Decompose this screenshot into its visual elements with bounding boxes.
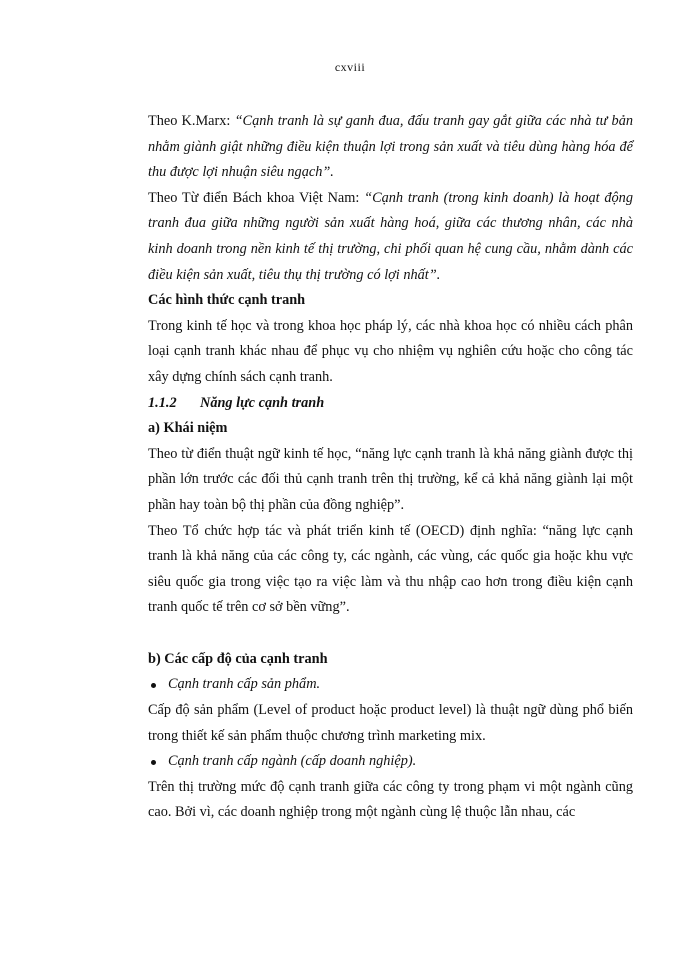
paragraph-product-level: Cấp độ sản phẩm (Level of product hoặc product level) là thuật ngữ dùng phổ biến trong thiết kế sản phẩm thuộc chương trình marketing mix.: [148, 702, 633, 744]
paragraph-intro: Theo K.Marx:: [148, 113, 235, 129]
paragraph-encyclopedia: [148, 186, 633, 288]
heading-concept: a) Khái niệm: [148, 420, 228, 437]
paragraph-marx: [148, 109, 633, 186]
bullet-product-level: [148, 672, 633, 698]
heading-competition-levels: b) Các cấp độ của cạnh tranh: [148, 650, 328, 667]
bullet-icon: [151, 760, 156, 765]
paragraph-classification: Trong kinh tế học và trong khoa học pháp lý, các nhà khoa học có nhiều cách phân loại cạnh tranh khác nhau để phục vụ cho nhiệm vụ nghiên cứu hoặc cho công tác xây dựng chính sách cạnh tranh.: [148, 317, 633, 385]
bullet-text: Cạnh tranh cấp ngành (cấp doanh nghiệp).: [168, 753, 417, 770]
paragraph-intro: Theo Từ điển Bách khoa Việt Nam:: [148, 189, 365, 206]
paragraph-oecd-definition: Theo Tổ chức hợp tác và phát triển kinh tế (OECD) định nghĩa: “năng lực cạnh tranh là khả năng của các công ty, các ngành, các vùng, các quốc gia hoặc khu vực siêu quốc gia trong việc tạo ra việc làm và thu nhập cao hơn trong điều kiện cạnh tranh quốc tế trên cơ sở bền vững”.: [148, 522, 633, 616]
bullet-text: Cạnh tranh cấp sản phẩm.: [168, 676, 321, 693]
section-number: 1.1.2: [148, 394, 177, 411]
quote-marx: “Cạnh tranh là sự ganh đua, đấu tranh gay gắt giữa các nhà tư bản nhằm giành giật những điều kiện thuận lợi trong sản xuất và tiêu dùng hàng hóa để thu được lợi nhuận siêu ngạch”.: [148, 113, 633, 181]
bullet-icon: [151, 683, 156, 688]
page-number: cxviii: [334, 60, 366, 74]
paragraph-dictionary-definition: Theo từ điển thuật ngữ kinh tế học, “năng lực cạnh tranh là khả năng giành được thị phần lớn trước các đối thủ cạnh tranh trên thị trường, kể cả khả năng giành lại một phần hay toàn bộ thị phần của đồng nghiệp”.: [148, 445, 633, 513]
quote-encyclopedia: “Cạnh tranh (trong kinh doanh) là hoạt động tranh đua giữa những người sản xuất hàng hoá, giữa các thương nhân, các nhà kinh doanh trong nền kinh tế thị trường, chi phối quan hệ cung cầu, nhằm dành các điều kiện sản xuất, tiêu thụ thị trường có lợi nhất”.: [148, 189, 633, 283]
section-heading: [148, 391, 633, 417]
heading-competition-forms: Các hình thức cạnh tranh: [148, 292, 306, 309]
document-body: [148, 109, 633, 826]
section-title: Năng lực cạnh tranh: [200, 394, 325, 411]
bullet-industry-level: [148, 749, 633, 775]
paragraph-industry-level: Trên thị trường mức độ cạnh tranh giữa các công ty trong phạm vi một ngành cũng cao. Bởi vì, các doanh nghiệp trong một ngành cùng lệ thuộc lẫn nhau, các: [148, 778, 633, 821]
spacer: [148, 621, 633, 647]
